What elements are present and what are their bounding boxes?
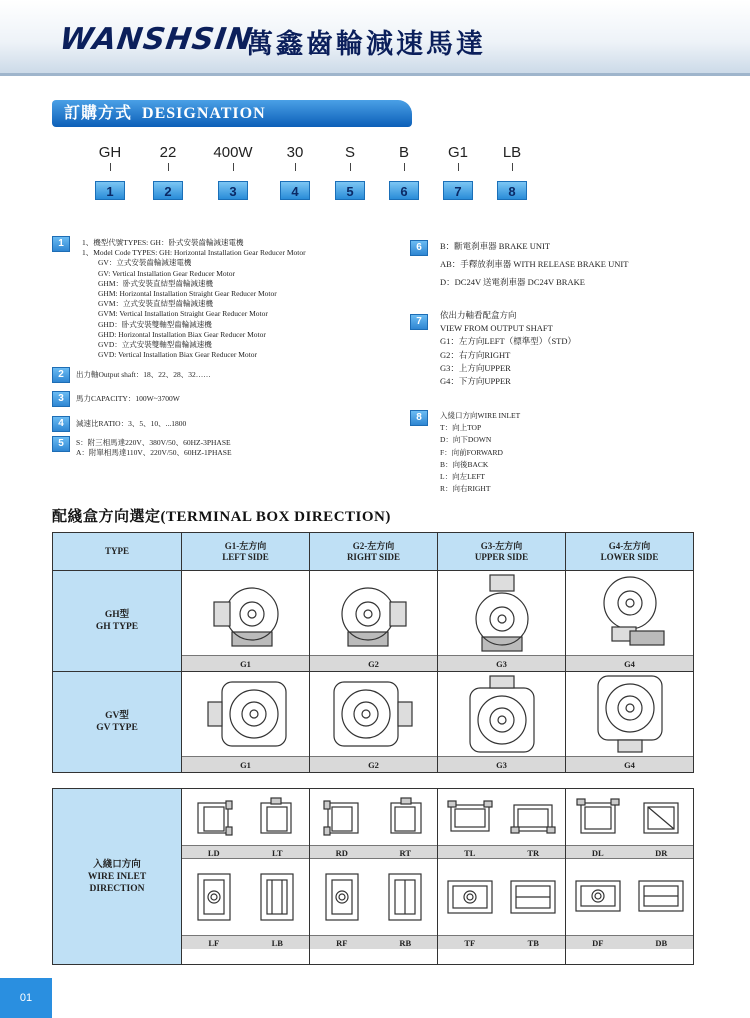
caption-tr: TR [527,848,540,858]
note-1-line: GHM：卧式安裝直結型齒輪減速機 [98,278,214,288]
badge-7: 7 [443,181,473,200]
caption-rb: RB [399,938,412,948]
code-tick [458,163,459,171]
note-1-number: 1 [52,236,70,252]
col-g1-cn: G1-左方向 [224,540,267,551]
note-8-text [440,410,520,495]
col-g3-cn: G3-左方向 [480,540,523,551]
row-gv-en: GV TYPE [96,723,138,733]
note-1-line: GVM: Vertical Installation Straight Gear Reducer Motor [98,309,268,319]
caption-lb: LB [271,938,283,948]
note-7-number: 7 [410,314,428,330]
inlet-g4-top-captions [566,845,693,859]
inlet-g4-top-drawings [566,789,693,845]
code-tick [233,163,234,171]
code-capacity: 400W [213,144,253,161]
gv-g3-caption: G3 [438,756,565,772]
designation-title-en: DESIGNATION [142,105,266,122]
caption-rt: RT [399,848,411,858]
note-1-line: GV: Vertical Installation Gear Reducer Motor [98,268,235,278]
gh-g3-cell [438,571,566,672]
note-1-line: 1、機型代號TYPES: GH：卧式安裝齒輪減速電機 [82,238,244,247]
row-gh-cn: GH型 [104,610,130,620]
code-ratio: 30 [286,144,304,161]
note-3-text: 馬力CAPACITY：100W~3700W [76,394,180,403]
inlet-g3-top-drawings [438,789,565,845]
gh-g4-caption: G4 [566,655,693,671]
wire-inlet-header [53,789,182,965]
code-tick [110,163,111,171]
note-7-text [440,309,576,388]
caption-dl: DL [591,848,604,858]
col-g1-en: LEFT SIDE [222,551,269,562]
note-8-line: D：向下DOWN [440,435,492,445]
row-header-gh [53,571,182,672]
note-7-line: G1：左方向LEFT（標準型）（STD） [440,336,577,347]
code-tick [168,163,169,171]
code-tick [512,163,513,171]
note-6-line: AB：手釋放刹車器 WITH RELEASE BRAKE UNIT [440,259,629,270]
code-inlet-dir: LB [502,144,522,161]
caption-tf: TF [464,938,476,948]
badge-2: 2 [153,181,183,200]
brand-logo: WANSHSIN [57,22,256,57]
col-header-g1 [182,533,310,571]
note-5-line: S：附三相馬達220V、380V/50、60HZ-3PHASE [76,438,231,447]
gh-motor-g4-drawing [566,571,693,655]
note-5-number: 5 [52,436,70,452]
inlet-g2-bottom-drawings [310,859,437,935]
badge-4: 4 [280,181,310,200]
badge-1: 1 [95,181,125,200]
col-g3-en: UPPER SIDE [474,551,529,562]
gv-motor-g2-drawing [310,672,437,756]
note-7-line: G3：上方向UPPER [440,362,511,373]
note-1-line: 1、Model Code TYPES: GH: Horizontal Installation Gear Reducer Motor [82,248,306,258]
badge-6: 6 [389,181,419,200]
caption-db: DB [655,938,668,948]
note-8-line: T：向上TOP [440,423,482,433]
gv-g1-caption: G1 [182,756,309,772]
inlet-g1-cell [182,789,310,965]
code-tick [404,163,405,171]
note-4-text: 減速比RATIO：3、5、10、...1800 [76,419,187,428]
col-g4-en: LOWER SIDE [600,551,659,562]
badge-8: 8 [497,181,527,200]
badge-5: 5 [335,181,365,200]
gv-motor-g3-drawing [438,672,565,756]
note-8-line: B：向後BACK [440,459,489,469]
gv-g4-caption: G4 [566,756,693,772]
note-6-line: B：斷電刹車器 BRAKE UNIT [440,241,551,251]
gv-g3-cell [438,672,566,773]
note-8-number: 8 [410,410,428,426]
gh-motor-g1-drawing [182,571,309,655]
note-1-text [76,238,306,360]
inlet-g2-cell [310,789,438,965]
code-box-dir: G1 [447,144,468,161]
designation-banner [52,100,412,127]
gv-g2-cell [310,672,438,773]
note-3-number: 3 [52,391,70,407]
gh-g1-caption: G1 [182,655,309,671]
note-1-line: GVM：立式安裝直結型齒輪減速機 [98,299,214,309]
note-6-line: D：DC24V 送電刹車器 DC24V BRAKE [440,277,585,288]
code-phase: S [344,144,355,161]
caption-rd: RD [335,848,348,858]
caption-tb: TB [527,938,539,948]
note-1-line: GHD: Horizontal Installation Biax Gear Reducer Motor [98,329,266,339]
code-brake: B [398,144,409,161]
note-4-number: 4 [52,416,70,432]
inlet-g1-bottom-captions [182,935,309,949]
row-gv-cn: GV型 [105,711,129,721]
note-1-line: GHM: Horizontal Installation Straight Gear Reducer Motor [98,289,277,299]
note-2-text: 出力軸Output shaft：18、22、28、32…… [76,370,211,379]
caption-rf: RF [336,938,348,948]
inlet-g4-bottom-captions [566,935,693,949]
code-tick [350,163,351,171]
gh-motor-g2-drawing [310,571,437,655]
caption-ld: LD [207,848,220,858]
inlet-g3-bottom-drawings [438,859,565,935]
note-1-line: GHD：卧式安裝雙軸型齒輪減速機 [98,319,212,329]
gv-motor-g1-drawing [182,672,309,756]
caption-dr: DR [655,848,668,858]
note-1-line: GV：立式安裝齒輪減速電機 [98,258,192,268]
inlet-g3-cell [438,789,566,965]
code-tick [295,163,296,171]
note-1-line: GVD：立式安裝雙軸型齒輪減速機 [98,340,212,350]
col-g4-cn: G4-左方向 [608,540,651,551]
gv-g1-cell [182,672,310,773]
note-8-line: F：向前FORWARD [440,447,503,457]
note-1-line: GVD: Vertical Installation Biax Gear Reducer Motor [98,350,257,360]
note-5-text [76,438,232,458]
caption-lt: LT [271,848,283,858]
caption-df: DF [592,938,604,948]
code-shaft: 22 [159,144,177,161]
gh-g2-caption: G2 [310,655,437,671]
inlet-g2-bottom-captions [310,935,437,949]
col-header-g2 [310,533,438,571]
terminal-box-table [52,532,694,773]
note-7-line: G4：下方向UPPER [440,376,511,387]
note-7-line: 依出力軸看配盒方向 [440,310,517,320]
inlet-g1-bottom-drawings [182,859,309,935]
note-8-line: L：向左LEFT [440,472,485,482]
inlet-g1-top-captions [182,845,309,859]
row-header-gv [53,672,182,773]
badge-3: 3 [218,181,248,200]
brand-name-cn: 萬鑫齒輪減速馬達 [246,29,486,60]
inlet-g3-top-captions [438,845,565,859]
header-bar [0,0,750,76]
terminal-box-title: 配綫盒方向選定(TERMINAL BOX DIRECTION) [52,509,391,525]
code-type: GH [98,144,122,161]
gh-g2-cell [310,571,438,672]
wire-inlet-en2: DIRECTION [89,883,145,894]
wire-inlet-table [52,788,694,965]
note-7-line: VIEW FROM OUTPUT SHAFT [440,323,553,334]
note-8-line: R：向右RIGHT [440,484,491,494]
row-gh-en: GH TYPE [95,622,139,632]
col-g2-cn: G2-左方向 [352,540,395,551]
inlet-g4-bottom-drawings [566,859,693,935]
gv-g4-cell [566,672,694,773]
gh-g3-caption: G3 [438,655,565,671]
col-header-g4 [566,533,694,571]
note-6-number: 6 [410,240,428,256]
note-8-line: 入綫口方向WIRE INLET [440,411,521,420]
gh-g1-cell [182,571,310,672]
wire-inlet-en1: WIRE INLET [87,871,147,882]
inlet-g2-top-drawings [310,789,437,845]
note-7-line: G2：右方向RIGHT [440,349,511,360]
col-g2-en: RIGHT SIDE [346,551,401,562]
page-number: 01 [0,978,52,1018]
designation-title-cn: 訂購方式 [64,105,133,122]
note-2-number: 2 [52,367,70,383]
gv-g2-caption: G2 [310,756,437,772]
note-5-line: A：附單相馬達110V、220V/50、60HZ-1PHASE [76,448,232,458]
type-header: TYPE [53,533,182,571]
wire-inlet-cn: 入綫口方向 [93,859,141,870]
caption-lf: LF [208,938,220,948]
inlet-g4-cell [566,789,694,965]
gh-g4-cell [566,571,694,672]
inlet-g2-top-captions [310,845,437,859]
inlet-g1-top-drawings [182,789,309,845]
gv-motor-g4-drawing [566,672,693,756]
caption-tl: TL [464,848,476,858]
gh-motor-g3-drawing [438,571,565,655]
note-6-text [440,240,628,290]
inlet-g3-bottom-captions [438,935,565,949]
col-header-g3 [438,533,566,571]
